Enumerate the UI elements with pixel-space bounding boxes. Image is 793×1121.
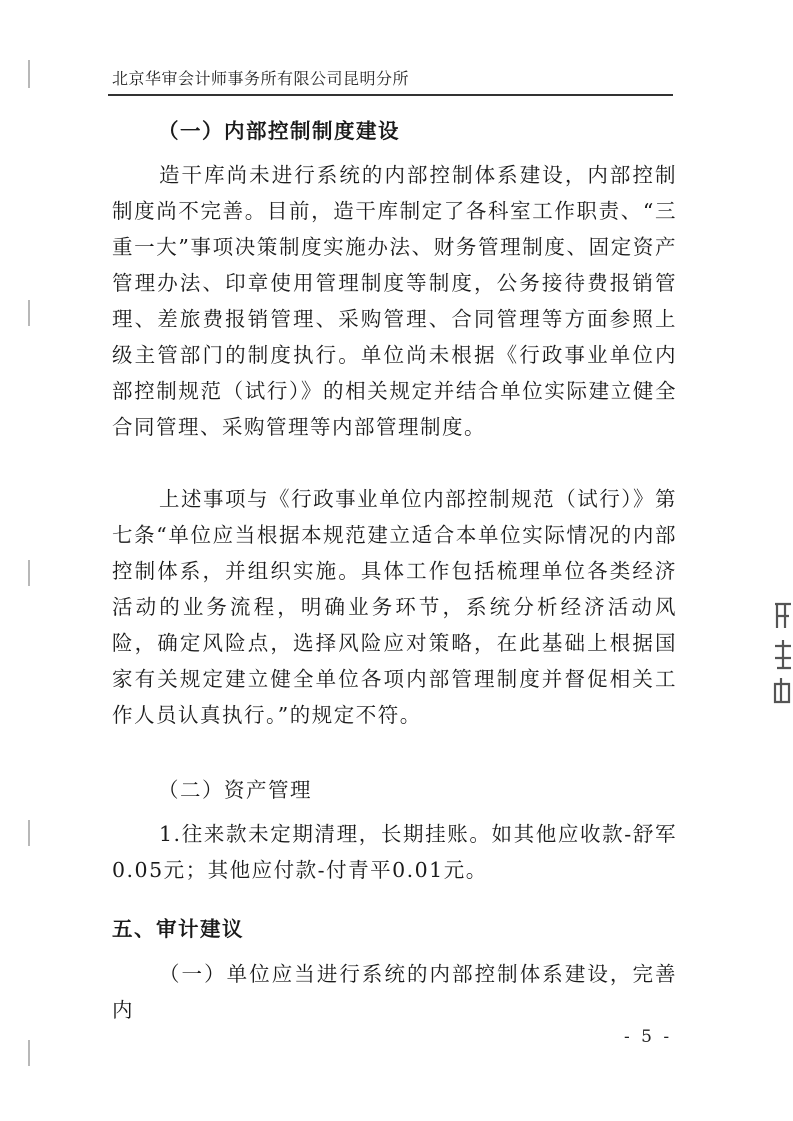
scan-mark <box>28 60 30 88</box>
seal-edge <box>771 598 793 708</box>
heading-internal-control: （一）内部控制制度建设 <box>158 119 400 143</box>
heading-asset-management: （二）资产管理 <box>158 778 312 802</box>
scan-mark <box>28 1040 30 1066</box>
paragraph-regulation-mismatch: 上述事项与《行政事业单位内部控制规范（试行）》第七条“单位应当根据本规范建立适合本单位实际情况的内部控制体系，并组织实施。具体工作包括梳理单位各类经济活动的业务流程，明确业务环节，系统分析经济活动风险，确定风险点，选择风险应对策略，在此基础上根据国家有关规定建立健全单位各项内部管理制度并督促相关工作人员认真执行。”的规定不符。 <box>112 487 677 727</box>
paragraph-suggestion-one: （一）单位应当进行系统的内部控制体系建设，完善内 <box>112 962 677 1022</box>
paragraph-internal-control-status: 造干库尚未进行系统的内部控制体系建设，内部控制制度尚不完善。目前，造干库制定了各科室工作职责、“三重一大”事项决策制度实施办法、财务管理制度、固定资产管理办法、印章使用管理制度等制度，公务接待费报销管理、差旅费报销管理、采购管理、合同管理等方面参照上级主管部门的制度执行。单位尚未根据《行政事业单位内部控制规范（试行）》的相关规定并结合单位实际建立健全合同管理、采购管理等内部管理制度。 <box>112 163 677 439</box>
heading-audit-suggestions: 五、审计建议 <box>112 917 244 941</box>
header-firm-name: 北京华审会计师事务所有限公司昆明分所 <box>112 69 410 88</box>
scan-mark <box>28 300 30 326</box>
paragraph-receivables: 1.往来款未定期清理，长期挂账。如其他应收款-舒军0.05元；其他应付款-付青平0.01元。 <box>112 822 677 882</box>
scan-mark <box>28 820 30 846</box>
header-rule <box>108 94 673 96</box>
scan-mark <box>28 560 30 586</box>
page-number: - 5 - <box>624 1027 673 1047</box>
